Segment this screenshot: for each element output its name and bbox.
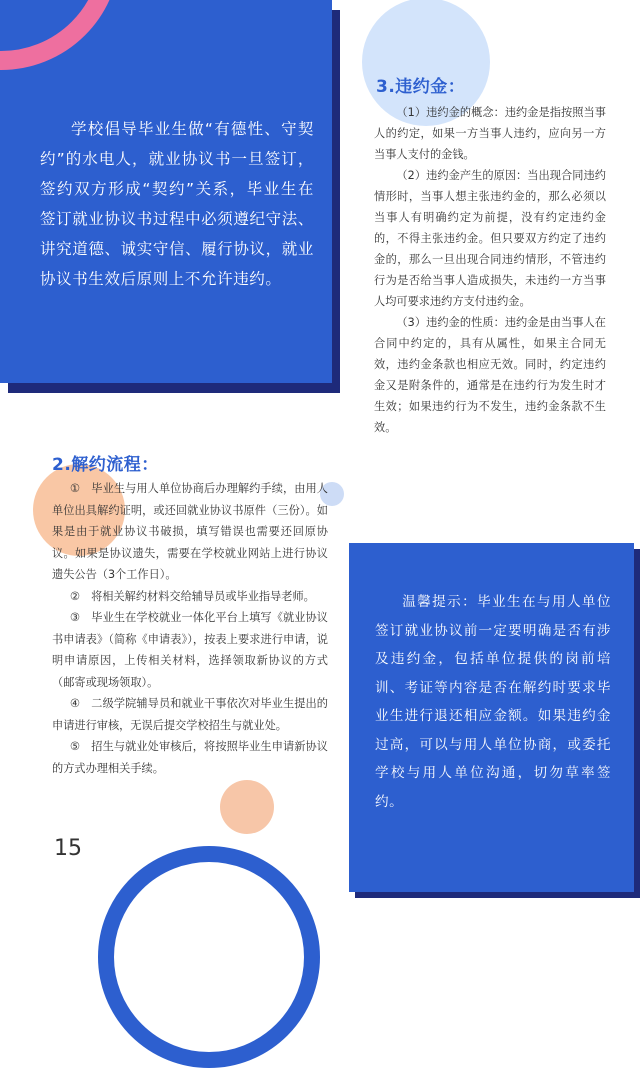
intro-text: 学校倡导毕业生做“有德性、守契约”的水电人，就业协议书一旦签订，签约双方形成“契约”关系，毕业生在签订就业协议书过程中必须遵纪守法、讲究道德、诚实守信、履行协议，就业协议书生效后原则上不允许违约。 — [40, 120, 314, 288]
step-item: ① 毕业生与用人单位协商后办理解约手续，由用人单位出具解约证明，或还回就业协议书原件（三份）。如果是由于就业协议书破损，填写错误也需要还回原协议。如果是协议遗失，需要在学校就业网站上进行协议遗失公告（3个工作日）。 — [52, 482, 328, 581]
page-number: 15 — [54, 836, 82, 861]
section2-title: 2.解约流程： — [52, 455, 159, 475]
blue-ring-decoration — [98, 846, 320, 1068]
section3-paragraph: （2）违约金产生的原因：当出现合同违约情形时，当事人想主张违约金的，那么必须以当事人有明确约定为前提，没有约定违约金的，不得主张违约金。但只要双方约定了违约金的，那么一旦出现合同违约情形，不管违约行为是否给当事人造成损失，未违约一方当事人均可要求违约方支付违约金。 — [374, 169, 606, 308]
section3-paragraph: （3）违约金的性质：违约金是由当事人在合同中约定的，具有从属性，如果主合同无效，违约金条款也相应无效。同时，约定违约金又是附条件的，通常是在违约行为发生时才生效；如果违约行为不发生，违约金条款不生效。 — [374, 316, 606, 434]
peach-circle-decoration — [220, 780, 274, 834]
section2-steps — [52, 478, 328, 779]
step-item: ⑤ 招生与就业处审核后，将按照毕业生申请新协议的方式办理相关手续。 — [52, 740, 328, 775]
section3-paragraph: （1）违约金的概念：违约金是指按照当事人的约定，如果一方当事人违约，应向另一方当事人支付的金钱。 — [374, 106, 606, 161]
step-item: ④ 二级学院辅导员和就业干事依次对毕业生提出的申请进行审核，无误后提交学校招生与就业处。 — [52, 697, 328, 732]
step-item: ③ 毕业生在学校就业一体化平台上填写《就业协议书申请表》（简称《申请表》），按表上要求进行申请，说明申请原因，上传相关材料，选择领取新协议的方式（邮寄或现场领取）。 — [52, 611, 328, 689]
section3-title: 3.违约金： — [376, 77, 466, 97]
step-item: ② 将相关解约材料交给辅导员或毕业指导老师。 — [69, 589, 315, 603]
section3-body — [374, 102, 606, 438]
pink-ring-decoration — [0, 0, 120, 70]
tip-text: 温馨提示：毕业生在与用人单位签订就业协议前一定要明确是否有涉及违约金，包括单位提供的岗前培训、考证等内容是否在解约时要求毕业生进行退还相应金额。如果违约金过高，可以与用人单位协商，或委托学校与用人单位沟通，切勿草率签约。 — [375, 594, 611, 810]
